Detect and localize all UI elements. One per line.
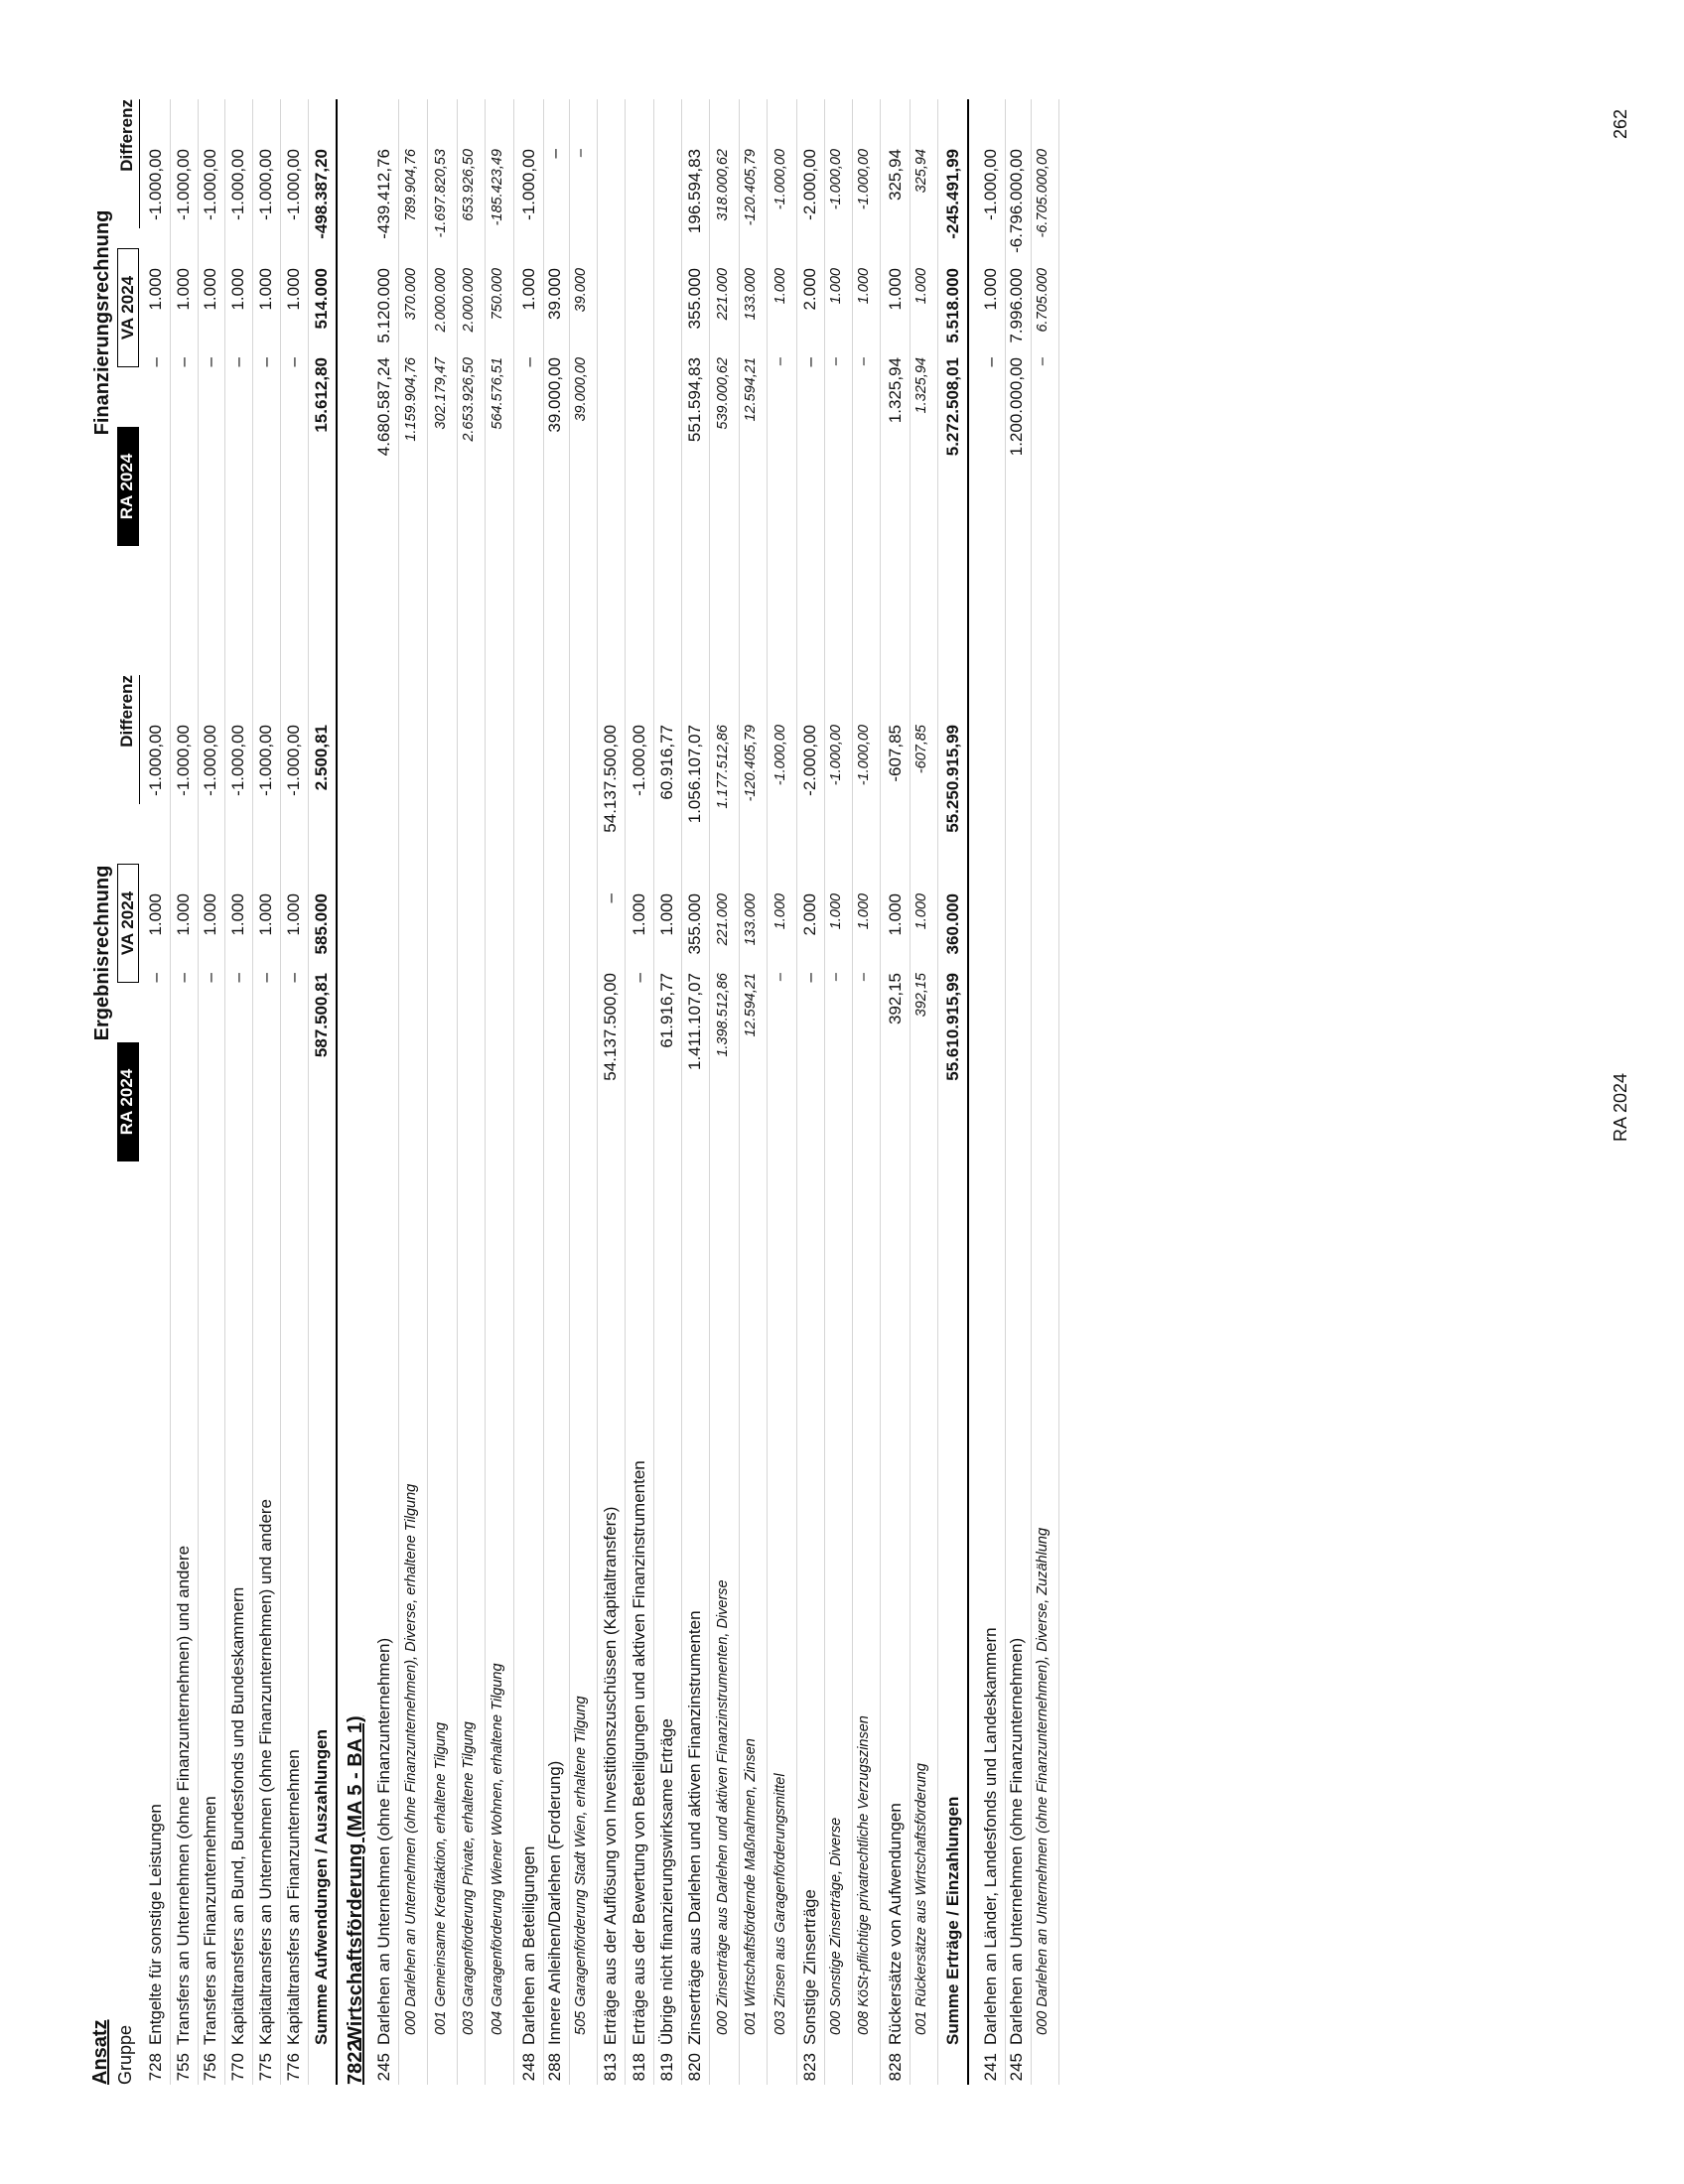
ergebnis-va-value: 1.000 [284,893,303,936]
row-label: Rückersätze von Aufwendungen [886,1803,905,2045]
finanz-diff-value: -6.705.000,00 [1035,149,1051,238]
ergebnis-va-value: 1.000 [228,893,247,936]
finanz-va-value: 750.000 [490,268,505,321]
ergebnis-diff-value: -1.000,00 [284,725,303,796]
ergebnis-va-value: 1.000 [657,893,676,936]
ergebnis-va-header: VA 2024 [117,864,139,983]
finanz-ra-value: – [201,357,219,367]
ergebnis-va-value: 133.000 [743,893,759,946]
ergebnis-va-value: 2.000 [800,893,819,936]
table-row [685,99,710,2085]
finanz-va-value: 1.000 [256,268,275,311]
row-label: Darlehen an Beteiligungen [519,1845,538,2045]
ergebnisrechnung-heading: Ergebnisrechnung [91,865,113,1041]
row-code: 728 [146,2053,165,2082]
ergebnis-diff-value: -1.000,00 [174,725,193,796]
row-label: 003 Zinsen aus Garagenförderungsmittel [772,1773,788,2035]
finanz-va-value: 7.996.000 [1007,268,1026,343]
row-label: Summe Aufwendungen / Auszahlungen [312,1729,331,2045]
ergebnis-ra-value: – [146,973,165,983]
row-label: 000 Zinserträge aus Darlehen und aktiven Finanzinstrumenten, Diverse [715,1579,731,2035]
row-label: Sonstige Zinserträge [800,1889,819,2045]
finanz-diff-value: -1.000,00 [981,149,1000,220]
finanz-diff-value: -439.412,76 [374,149,393,239]
row-code: 245 [374,2053,393,2082]
finanz-diff-value: 196.594,83 [685,149,704,234]
row-code: 755 [174,2053,193,2082]
finanz-diff-value: -1.000,00 [772,149,788,210]
ergebnis-va-value: 1.000 [630,893,648,936]
finanz-ra-value: – [800,357,819,367]
ergebnis-diff-value: 1.177.512,86 [715,725,731,809]
row-code: 813 [601,2053,620,2082]
table-row [256,99,281,2085]
table-row [630,99,654,2085]
row-code: 819 [657,2053,676,2082]
row-label: 001 Wirtschaftsfördernde Maßnahmen, Zinsen [743,1738,759,2035]
finanz-va-value: 514.000 [312,268,331,330]
ergebnis-va-value: 360.000 [943,893,962,955]
finanz-va-value: 5.518.000 [943,268,962,343]
finanz-va-value: 1.000 [228,268,247,311]
ergebnis-ra-value: – [800,973,819,983]
finanz-diff-value: -2.000,00 [800,149,819,220]
row-code: 288 [545,2053,564,2082]
finanz-ra-value: – [772,357,788,366]
ergebnis-diff-value: -1.000,00 [228,725,247,796]
ergebnis-va-value: – [601,893,620,903]
row-label: 000 Darlehen an Unternehmen (ohne Finanzunternehmen), Diverse, erhaltene Tilgung [403,1483,419,2035]
section-row [345,99,372,2085]
table-row [228,99,253,2085]
table-row [1007,99,1032,2085]
ergebnis-ra-value: – [630,973,648,983]
row-label: Erträge aus der Bewertung von Beteiligungen und aktiven Finanzinstrumenten [630,1460,648,2045]
sub-row [490,99,514,2085]
ergebnis-ra-value: 392,15 [913,973,929,1018]
ergebnis-ra-value: 12.594,21 [743,973,759,1037]
row-code: 823 [800,2053,819,2082]
finanz-va-value: 1.000 [519,268,538,311]
sub-row [403,99,428,2085]
row-code: 818 [630,2053,648,2082]
ergebnis-va-value: 585.000 [312,893,331,955]
finanz-va-value: 1.000 [201,268,219,311]
row-label: Darlehen an Länder, Landesfonds und Landeskammern [981,1627,1000,2045]
ergebnis-va-value: 1.000 [828,893,844,930]
row-label: Übrige nicht finanzierungswirksame Erträge [657,1718,676,2045]
ergebnis-va-value: 1.000 [886,893,905,936]
finanz-ra-value: – [1035,357,1051,366]
ergebnis-diff-value: 54.137.500,00 [601,725,620,833]
ergebnis-ra-value: – [174,973,193,983]
finanz-va-value: 6.705.000 [1035,268,1051,333]
finanz-va-value: 1.000 [856,268,872,305]
ergebnis-diff-value: -1.000,00 [828,725,844,786]
finanz-diff-value: -498.387,20 [312,149,331,239]
ergebnis-va-value: 1.000 [201,893,219,936]
ergebnis-ra-value: 587.500,81 [312,973,331,1058]
row-code: 820 [685,2053,704,2082]
finanz-diff-value: -1.000,00 [256,149,275,220]
ergebnis-ra-value: – [828,973,844,982]
row-code: 245 [1007,2053,1026,2082]
finanz-ra-value: – [146,357,165,367]
finanz-va-value: 370.000 [403,268,419,321]
ergebnis-diff-value: -1.000,00 [772,725,788,786]
finanz-diff-value: -1.000,00 [174,149,193,220]
footer-report-label: RA 2024 [1611,1072,1630,1142]
ergebnis-va-value: 1.000 [256,893,275,936]
row-code: 828 [886,2053,905,2082]
finanz-ra-value: 1.325,94 [886,357,905,424]
row-code: 770 [228,2053,247,2082]
finanz-diff-value: -1.000,00 [856,149,872,210]
ergebnis-ra-value: – [256,973,275,983]
ergebnis-diff-value: 60.916,77 [657,725,676,800]
sub-row [856,99,881,2085]
finanz-va-value: 1.000 [146,268,165,311]
finanz-diff-value: 653.926,50 [461,149,477,221]
finanz-ra-value: – [174,357,193,367]
ergebnis-ra-value: – [772,973,788,982]
finanz-diff-value: 318.000,62 [715,149,731,221]
ergebnis-ra-value: – [284,973,303,983]
row-code: 7822 [345,2040,366,2085]
row-label: Kapitaltransfers an Finanzunternehmen [284,1749,303,2045]
ergebnis-ra-value: 55.610.915,99 [943,973,962,1081]
row-code: 776 [284,2053,303,2082]
finanz-va-value: 1.000 [174,268,193,311]
row-label: Kapitaltransfers an Unternehmen (ohne Finanzunternehmen) und andere [256,1498,275,2045]
table-row [519,99,544,2085]
table-row [146,99,171,2085]
finanz-va-value: 39.000 [573,268,589,313]
finanz-diff-value: -1.000,00 [228,149,247,220]
finanz-diff-value: -1.697.820,53 [433,149,449,238]
ergebnis-ra-value: 392,15 [886,973,905,1024]
finanz-ra-value: 564.576,51 [490,357,505,430]
row-label: Transfers an Unternehmen (ohne Finanzunternehmen) und andere [174,1545,193,2045]
finanzierungsrechnung-heading: Finanzierungsrechnung [91,209,113,436]
row-code: 775 [256,2053,275,2082]
row-label: Innere Anleihen/Darlehen (Forderung) [545,1760,564,2045]
row-label: Darlehen an Unternehmen (ohne Finanzunternehmen) [1007,1637,1026,2045]
table-row [886,99,911,2085]
finanz-ra-value: 1.200.000,00 [1007,357,1026,457]
finanz-diff-value: 325,94 [886,149,905,201]
ergebnis-ra-value: – [228,973,247,983]
ergebnis-va-value: 221.000 [715,893,731,946]
finanz-diff-value: -1.000,00 [201,149,219,220]
row-label: Entgelte für sonstige Leistungen [146,1804,165,2045]
table-row [800,99,825,2085]
table-row [545,99,570,2085]
finanz-va-value: 221.000 [715,268,731,321]
row-label: 003 Garagenförderung Private, erhaltene Tilgung [461,1721,477,2035]
finanz-va-value: 1.000 [772,268,788,305]
ergebnis-ra-value: 1.411.107,07 [685,973,704,1070]
finanz-ra-value: 15.612,80 [312,357,331,433]
finanz-va-value: 2.000 [800,268,819,311]
finanz-ra-value: 539.000,62 [715,357,731,430]
ergebnis-diff-value: 2.500,81 [312,725,331,791]
sub-row [743,99,768,2085]
ergebnis-ra-value: 1.398.512,86 [715,973,731,1057]
sub-row [828,99,853,2085]
table-row [284,99,309,2085]
ergebnis-diff-value: -120.405,79 [743,725,759,802]
finanz-ra-value: – [256,357,275,367]
ergebnis-diff-header: Differenz [117,675,140,804]
ergebnis-diff-value: 1.056.107,07 [685,725,704,824]
finanz-diff-header: Differenz [117,99,140,228]
ergebnis-ra-value: 54.137.500,00 [601,973,620,1081]
sub-row [1035,99,1059,2085]
ergebnis-diff-value: -607,85 [913,725,929,774]
finanz-ra-value: 2.653.926,50 [461,357,477,442]
finanz-ra-value: 5.272.508,01 [943,357,962,457]
ergebnis-ra-header: RA 2024 [117,1042,139,1161]
finanz-va-header: VA 2024 [117,248,139,367]
finanz-ra-value: – [228,357,247,367]
finanz-va-value: 39.000 [545,268,564,320]
finanz-ra-value: – [981,357,1000,367]
row-label: 505 Garagenförderung Stadt Wien, erhaltene Tilgung [573,1696,589,2035]
finanz-ra-value: – [519,357,538,367]
row-label: Summe Erträge / Einzahlungen [943,1796,962,2045]
finanz-ra-value: 4.680.587,24 [374,357,393,457]
ergebnis-diff-value: -2.000,00 [800,725,819,796]
row-label: 008 KöSt-pflichtige privatrechtliche Verzugszinsen [856,1715,872,2035]
sum-row [943,99,969,2085]
finanz-diff-value: – [545,149,564,159]
ergebnis-diff-value: -1.000,00 [630,725,648,796]
ergebnis-ra-value: – [201,973,219,983]
finanz-diff-value: -1.000,00 [828,149,844,210]
sub-row [433,99,458,2085]
finanz-ra-value: 39.000,00 [545,357,564,433]
ergebnis-diff-value: -1.000,00 [201,725,219,796]
finanz-va-value: 1.000 [981,268,1000,311]
row-label: 000 Darlehen an Unternehmen (ohne Finanzunternehmen), Diverse, Zuzählung [1035,1527,1051,2035]
finanz-ra-value: 39.000,00 [573,357,589,422]
sum-row [312,99,338,2085]
finanz-ra-value: – [284,357,303,367]
row-label: 000 Sonstige Zinserträge, Diverse [828,1817,844,2035]
ergebnis-va-value: 1.000 [913,893,929,930]
table-row [201,99,225,2085]
finanz-diff-value: 789.904,76 [403,149,419,221]
finanz-va-value: 1.000 [913,268,929,305]
row-code: 248 [519,2053,538,2082]
row-label: 001 Rückersätze aus Wirtschaftsförderung [913,1763,929,2035]
finanz-ra-value: – [856,357,872,366]
ansatz-heading: Ansatz [89,2019,111,2085]
row-label: Erträge aus der Auflösung von Investitionszuschüssen (Kapitaltransfers) [601,1506,620,2045]
ergebnis-diff-value: -1.000,00 [856,725,872,786]
ergebnis-diff-value: -1.000,00 [146,725,165,796]
table-row [657,99,682,2085]
finanz-diff-value: – [573,149,589,158]
table-row [981,99,1006,2085]
finanz-diff-value: -245.491,99 [943,149,962,239]
finanz-va-value: 2.000.000 [461,268,477,333]
row-label: Zinserträge aus Darlehen und aktiven Finanzinstrumenten [685,1610,704,2045]
finanz-diff-value: -1.000,00 [284,149,303,220]
finanz-diff-value: 325,94 [913,149,929,194]
finanz-diff-value: -1.000,00 [519,149,538,220]
sub-row [461,99,486,2085]
finanz-va-value: 133.000 [743,268,759,321]
ergebnis-diff-value: -1.000,00 [256,725,275,796]
finanz-ra-value: 551.594,83 [685,357,704,443]
finanz-va-value: 1.000 [828,268,844,305]
table-row [601,99,626,2085]
ergebnis-va-value: 1.000 [146,893,165,936]
ergebnis-va-value: 1.000 [772,893,788,930]
finanz-diff-value: -185.423,49 [490,149,505,226]
row-label: Kapitaltransfers an Bund, Bundesfonds und Bundeskammern [228,1586,247,2045]
finanz-diff-value: -6.796.000,00 [1007,149,1026,253]
ergebnis-diff-value: -607,85 [886,725,905,782]
ergebnis-va-value: 355.000 [685,893,704,955]
ergebnis-va-value: 1.000 [174,893,193,936]
ergebnis-ra-value: 61.916,77 [657,973,676,1048]
finanz-ra-value: – [828,357,844,366]
page-number: 262 [1611,108,1630,139]
row-label: Wirtschaftsförderung (MA 5 - BA 1) [345,1715,366,2045]
sub-row [715,99,740,2085]
row-code: 756 [201,2053,219,2082]
finanz-ra-value: 1.159.904,76 [403,357,419,442]
row-label: Darlehen an Unternehmen (ohne Finanzunternehmen) [374,1637,393,2045]
sub-row [913,99,938,2085]
row-label: 004 Garagenförderung Wiener Wohnen, erhaltene Tilgung [490,1663,505,2035]
finanz-ra-value: 12.594,21 [743,357,759,422]
sub-row [573,99,598,2085]
finanz-va-value: 5.120.000 [374,268,393,343]
ergebnis-ra-value: – [856,973,872,982]
ergebnis-diff-value: 55.250.915,99 [943,725,962,833]
gruppe-heading: Gruppe [115,2024,135,2085]
finanz-va-value: 2.000.000 [433,268,449,333]
finanz-ra-value: 1.325,94 [913,357,929,414]
sub-row [772,99,797,2085]
ergebnis-va-value: 1.000 [856,893,872,930]
finanz-va-value: 355.000 [685,268,704,330]
finanz-ra-value: 302.179,47 [433,357,449,430]
row-code: 241 [981,2053,1000,2082]
row-label: Transfers an Finanzunternehmen [201,1796,219,2045]
row-label: 001 Gemeinsame Kreditaktion, erhaltene Tilgung [433,1721,449,2035]
finanz-ra-header: RA 2024 [117,427,139,546]
finanz-va-value: 1.000 [284,268,303,311]
finanz-diff-value: -120.405,79 [743,149,759,226]
table-row [374,99,399,2085]
finanz-diff-value: -1.000,00 [146,149,165,220]
finanz-va-value: 1.000 [886,268,905,311]
table-row [174,99,199,2085]
